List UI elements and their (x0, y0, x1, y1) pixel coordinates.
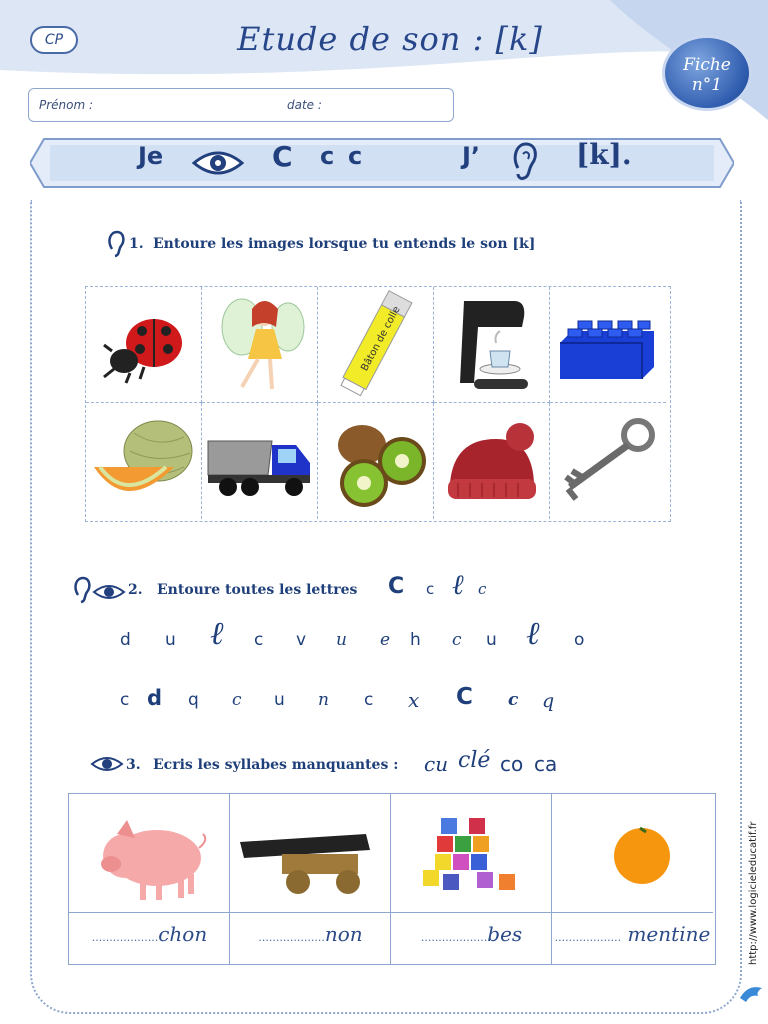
glue-stick-icon (318, 287, 434, 403)
banner-j: J’ (462, 142, 481, 170)
key-icon (550, 403, 666, 519)
date-label: date : (287, 98, 322, 112)
word-ending: non (324, 922, 363, 946)
ladybug-image[interactable] (86, 287, 202, 403)
blank-line-3[interactable] (391, 922, 552, 946)
blank-dots: ................... (420, 931, 488, 944)
kiwi-image[interactable] (318, 403, 434, 519)
eye-icon (92, 582, 126, 602)
letter-item[interactable]: n (318, 690, 329, 710)
letter-item[interactable]: d (120, 630, 131, 650)
syllable-option: ca (534, 752, 558, 776)
truck-icon (202, 403, 318, 519)
letter-item[interactable]: v (296, 630, 307, 650)
letter-item[interactable]: u (336, 630, 347, 650)
dolphin-logo-icon (738, 982, 766, 1006)
fairy-image[interactable] (202, 287, 318, 403)
letter-item[interactable]: c (254, 630, 264, 650)
letter-item[interactable]: ℓ (210, 614, 224, 652)
glue-stick-image[interactable] (318, 287, 434, 403)
coffee-machine-icon (434, 287, 550, 403)
target-letter-1: C (388, 574, 405, 599)
letter-item[interactable]: d (147, 686, 163, 710)
syllable-option: cu (424, 752, 449, 776)
kiwi-icon (318, 403, 434, 519)
letter-item[interactable]: u (486, 630, 497, 650)
eye-icon (90, 754, 124, 774)
ex3-number: 3. (126, 757, 141, 773)
eye-icon (192, 147, 244, 179)
blank-line-2[interactable] (230, 922, 391, 946)
lego-brick-icon (550, 287, 666, 403)
ex3-word-grid (68, 793, 716, 965)
ex1-number: 1. (129, 236, 144, 252)
word-ending: bes (487, 922, 523, 946)
ex1-instruction: Entoure les images lorsque tu entends le son [k] (153, 236, 536, 252)
blank-dots: ................... (258, 931, 325, 944)
letter-item[interactable]: c (364, 690, 374, 710)
fairy-icon (202, 287, 318, 403)
letter-item[interactable]: ℓ (526, 614, 540, 652)
letter-item[interactable]: h (410, 630, 421, 650)
pig-cell (69, 794, 230, 964)
word-ending: chon (158, 922, 208, 946)
beanie-image[interactable] (434, 403, 550, 519)
ex1-image-grid (85, 286, 671, 522)
fiche-number: n°1 (691, 75, 723, 95)
letter-item[interactable]: e (380, 630, 391, 650)
coffee-machine-image[interactable] (434, 287, 550, 403)
ex3-instruction: Ecris les syllabes manquantes : (153, 757, 399, 773)
glue-stick-label: Bâton de colle (359, 304, 403, 374)
cannon-cell (230, 794, 391, 964)
lego-brick-image[interactable] (550, 287, 666, 403)
orange-icon (610, 824, 674, 884)
ear-icon (510, 140, 540, 182)
cubes-icon (421, 814, 531, 894)
letter-item[interactable]: q (542, 690, 555, 712)
fiche-label: Fiche (683, 55, 731, 75)
banner-letter-1: C (272, 140, 293, 173)
letter-item[interactable]: x (408, 688, 420, 712)
ear-icon (106, 229, 126, 259)
word-ending: mentine (627, 922, 711, 946)
truck-image[interactable] (202, 403, 318, 519)
pig-icon (87, 804, 211, 904)
target-letter-2: c (426, 580, 435, 598)
key-image[interactable] (550, 403, 666, 519)
melon-icon (86, 403, 202, 519)
blank-line-1[interactable] (69, 922, 230, 946)
target-letter-4: c (478, 580, 487, 598)
syllable-option: clé (458, 748, 491, 773)
letter-item[interactable]: c (120, 690, 130, 710)
site-url[interactable]: http://www.logicieleducatif.fr (748, 821, 759, 965)
letter-item[interactable]: u (274, 690, 285, 710)
letter-item[interactable]: C (456, 684, 473, 710)
syllable-option: co (500, 752, 524, 776)
letter-item[interactable]: u (165, 630, 176, 650)
ladybug-icon (86, 287, 202, 403)
level-badge: CP (30, 26, 78, 54)
ex2-number: 2. (128, 582, 143, 598)
letter-item[interactable]: c (232, 690, 242, 710)
ex2-instruction: Entoure toutes les lettres (157, 582, 358, 598)
melon-image[interactable] (86, 403, 202, 519)
target-letter-3: ℓ (452, 568, 464, 601)
letter-item[interactable]: c (508, 690, 519, 710)
letter-item[interactable]: q (188, 690, 199, 710)
letter-item[interactable]: o (574, 630, 585, 650)
banner-letter-2: c (320, 142, 335, 170)
blank-line-4[interactable] (552, 922, 713, 946)
name-date-box (28, 88, 454, 122)
cannon-icon (236, 824, 386, 904)
banner-sound: [k]. (576, 138, 632, 171)
orange-cell (552, 794, 713, 964)
fiche-badge (662, 35, 752, 111)
blank-dots: ................... (91, 931, 159, 944)
banner-je: Je (138, 142, 164, 170)
prenom-label: Prénom : (39, 98, 94, 112)
banner-letter-3: c (348, 142, 363, 170)
blank-dots: ................... (554, 931, 622, 944)
page-title: Etude de son : [k] (237, 20, 543, 58)
cubes-cell (391, 794, 552, 964)
ear-icon (72, 575, 92, 605)
letter-item[interactable]: c (452, 630, 462, 650)
beanie-icon (434, 403, 550, 519)
